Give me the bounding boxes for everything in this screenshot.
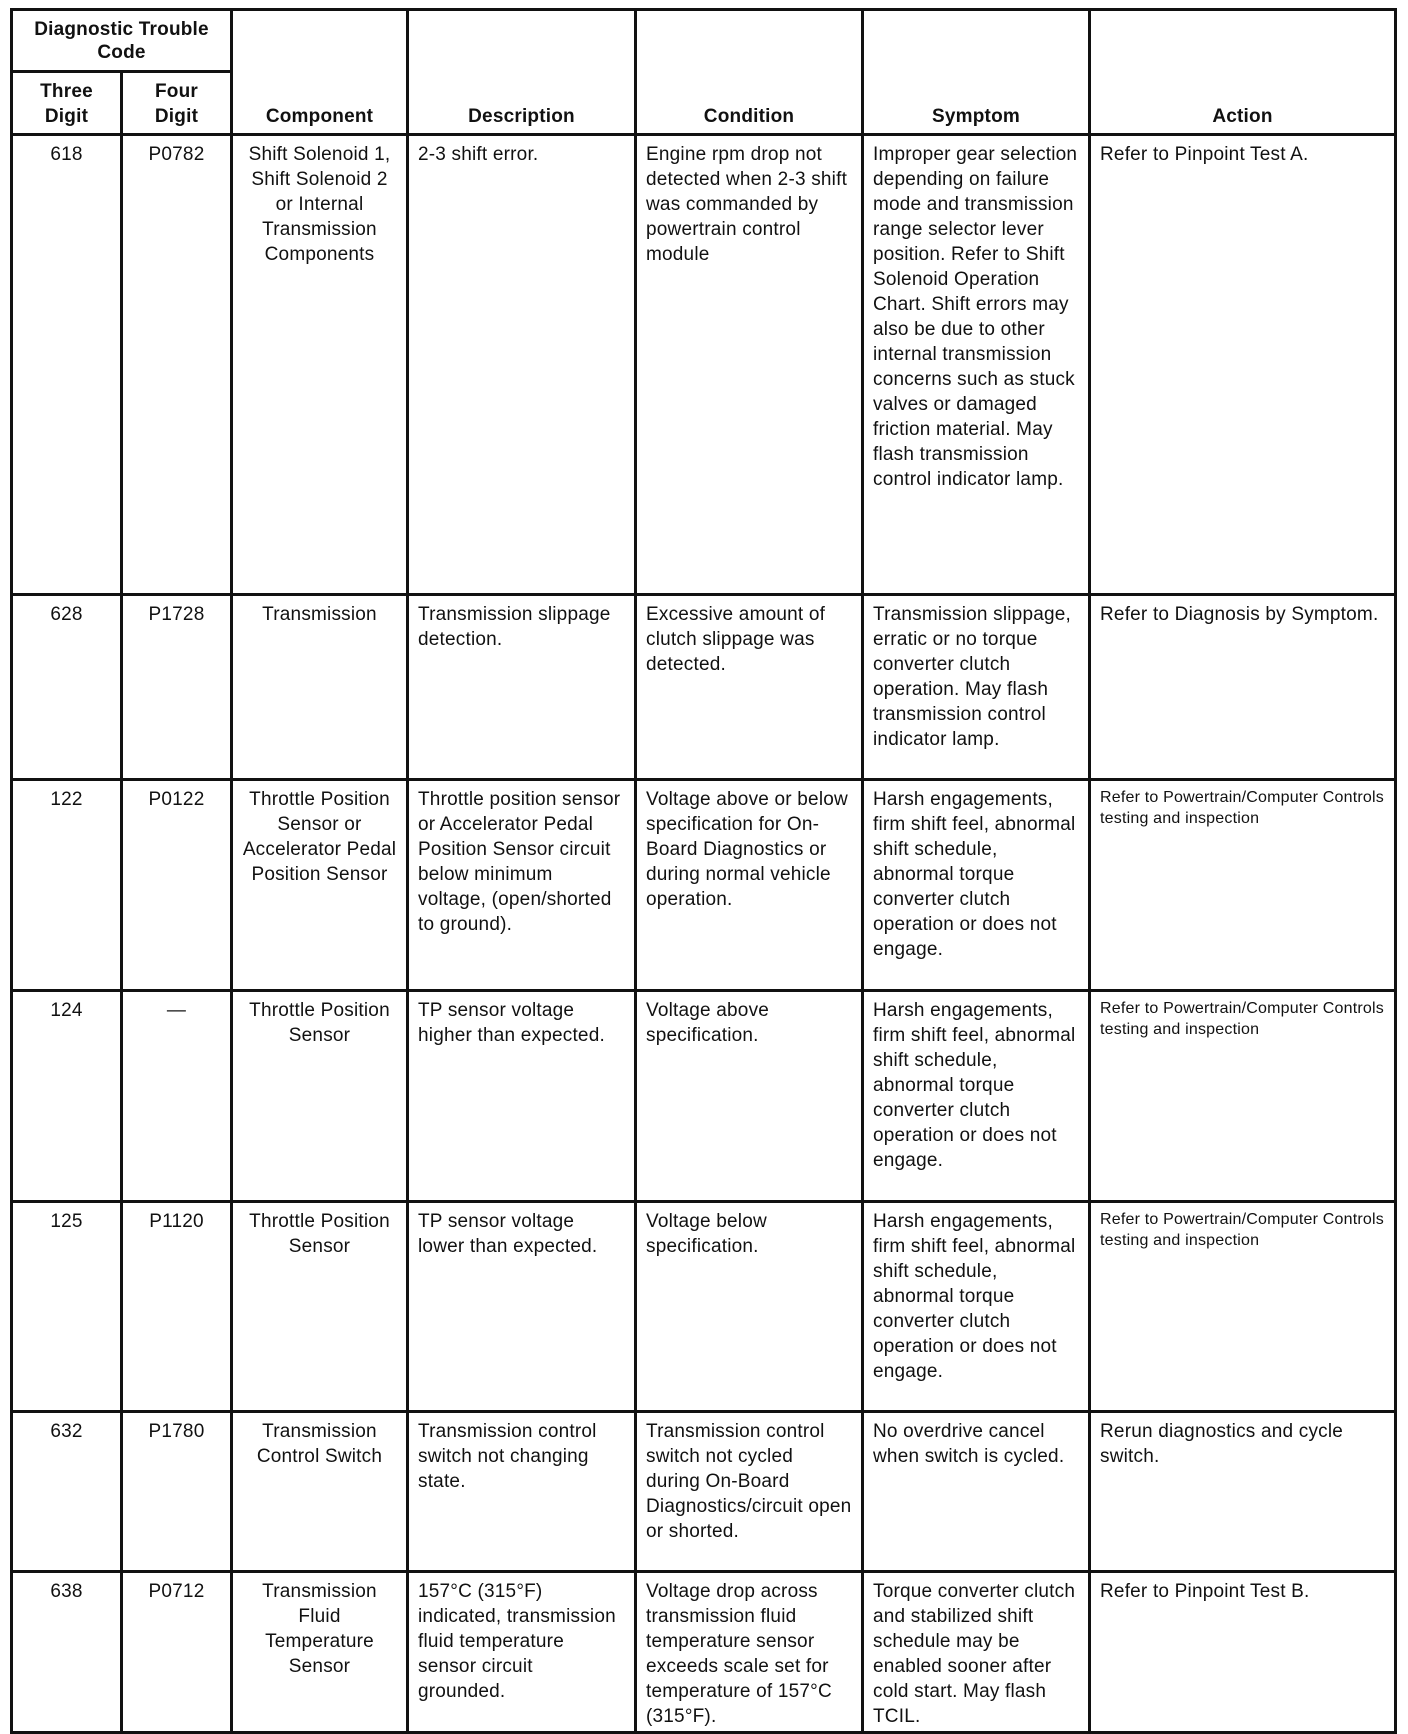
component-cell: Throttle Position Sensor or Accelerator Pedal Position Sensor: [232, 780, 408, 991]
header-blank-component: [232, 10, 408, 72]
four-digit-header: Four Digit: [122, 72, 232, 135]
action-cell: Refer to Powertrain/Computer Controls testing and inspection: [1090, 1202, 1396, 1412]
three-digit-header: Three Digit: [12, 72, 122, 135]
component-cell: Throttle Position Sensor: [232, 991, 408, 1202]
symptom-cell: Transmission slippage, erratic or no torque converter clutch operation. May flash transmission control indicator lamp.: [863, 595, 1090, 780]
table-row: [12, 1412, 1396, 1572]
component-cell: Transmission Fluid Temperature Sensor: [232, 1572, 408, 1733]
symptom-cell: Harsh engagements, firm shift feel, abnormal shift schedule, abnormal torque converter clutch operation or does not engage.: [863, 780, 1090, 991]
header-blank-condition: [636, 10, 863, 72]
header-row-top: [12, 10, 1396, 72]
four-digit-cell: P1120: [122, 1202, 232, 1412]
table-row: [12, 780, 1396, 991]
table-row: [12, 1202, 1396, 1412]
four-digit-cell: P0122: [122, 780, 232, 991]
component-cell: Transmission: [232, 595, 408, 780]
description-cell: TP sensor voltage higher than expected.: [408, 991, 636, 1202]
header-blank-description: [408, 10, 636, 72]
symptom-cell: Improper gear selection depending on failure mode and transmission range selector lever position. Refer to Shift Solenoid Operation Chart. Shift errors may also be due to other internal transmission concerns such as stuck valves or damaged friction material. May flash transmission control indicator lamp.: [863, 135, 1090, 595]
condition-cell: Voltage below specification.: [636, 1202, 863, 1412]
three-digit-cell: 618: [12, 135, 122, 595]
symptom-cell: No overdrive cancel when switch is cycled.: [863, 1412, 1090, 1572]
symptom-cell: Torque converter clutch and stabilized shift schedule may be enabled sooner after cold start. May flash TCIL.: [863, 1572, 1090, 1733]
table-row: [12, 991, 1396, 1202]
description-cell: TP sensor voltage lower than expected.: [408, 1202, 636, 1412]
three-digit-cell: 638: [12, 1572, 122, 1733]
component-cell: Shift Solenoid 1, Shift Solenoid 2 or Internal Transmission Components: [232, 135, 408, 595]
action-cell: Refer to Powertrain/Computer Controls testing and inspection: [1090, 780, 1396, 991]
dtc-table: [10, 8, 1397, 1734]
condition-cell: Voltage above or below specification for On-Board Diagnostics or during normal vehicle operation.: [636, 780, 863, 991]
condition-cell: Engine rpm drop not detected when 2-3 shift was commanded by powertrain control module: [636, 135, 863, 595]
three-digit-cell: 124: [12, 991, 122, 1202]
symptom-header: Symptom: [863, 72, 1090, 135]
action-cell: Refer to Pinpoint Test B.: [1090, 1572, 1396, 1733]
description-header: Description: [408, 72, 636, 135]
three-digit-cell: 125: [12, 1202, 122, 1412]
three-digit-cell: 122: [12, 780, 122, 991]
dtc-group-header: Diagnostic Trouble Code: [12, 10, 232, 72]
condition-cell: Voltage drop across transmission fluid temperature sensor exceeds scale set for temperature of 157°C (315°F).: [636, 1572, 863, 1733]
component-cell: Transmission Control Switch: [232, 1412, 408, 1572]
condition-cell: Excessive amount of clutch slippage was detected.: [636, 595, 863, 780]
four-digit-cell: P1780: [122, 1412, 232, 1572]
table-row: [12, 1572, 1396, 1733]
table-row: [12, 595, 1396, 780]
action-header: Action: [1090, 72, 1396, 135]
description-cell: 157°C (315°F) indicated, transmission fluid temperature sensor circuit grounded.: [408, 1572, 636, 1733]
description-cell: Transmission control switch not changing state.: [408, 1412, 636, 1572]
action-cell: Refer to Pinpoint Test A.: [1090, 135, 1396, 595]
four-digit-cell: —: [122, 991, 232, 1202]
description-cell: Throttle position sensor or Accelerator Pedal Position Sensor circuit below minimum voltage, (open/shorted to ground).: [408, 780, 636, 991]
description-cell: Transmission slippage detection.: [408, 595, 636, 780]
action-cell: Refer to Powertrain/Computer Controls testing and inspection: [1090, 991, 1396, 1202]
action-cell: Refer to Diagnosis by Symptom.: [1090, 595, 1396, 780]
four-digit-cell: P0712: [122, 1572, 232, 1733]
symptom-cell: Harsh engagements, firm shift feel, abnormal shift schedule, abnormal torque converter clutch operation or does not engage.: [863, 991, 1090, 1202]
header-blank-action: [1090, 10, 1396, 72]
action-cell: Rerun diagnostics and cycle switch.: [1090, 1412, 1396, 1572]
three-digit-cell: 632: [12, 1412, 122, 1572]
condition-cell: Transmission control switch not cycled during On-Board Diagnostics/circuit open or shorted.: [636, 1412, 863, 1572]
condition-header: Condition: [636, 72, 863, 135]
table-row: [12, 135, 1396, 595]
symptom-cell: Harsh engagements, firm shift feel, abnormal shift schedule, abnormal torque converter clutch operation or does not engage.: [863, 1202, 1090, 1412]
condition-cell: Voltage above specification.: [636, 991, 863, 1202]
four-digit-cell: P1728: [122, 595, 232, 780]
component-header: Component: [232, 72, 408, 135]
component-cell: Throttle Position Sensor: [232, 1202, 408, 1412]
four-digit-cell: P0782: [122, 135, 232, 595]
header-blank-symptom: [863, 10, 1090, 72]
description-cell: 2-3 shift error.: [408, 135, 636, 595]
header-row-bottom: [12, 72, 1396, 135]
three-digit-cell: 628: [12, 595, 122, 780]
